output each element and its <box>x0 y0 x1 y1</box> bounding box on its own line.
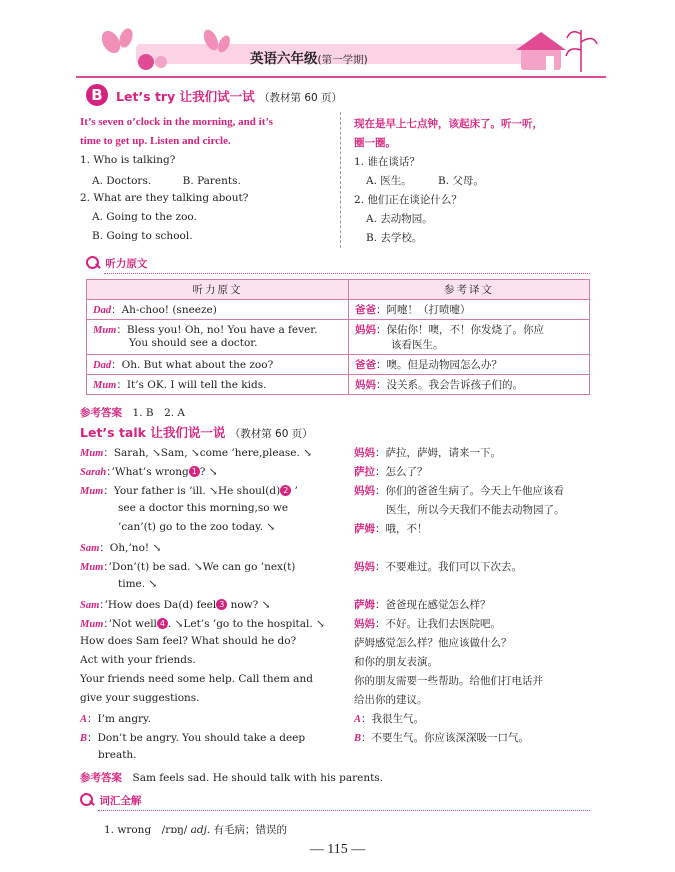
intro-text: 圈一圈。 <box>354 137 396 149</box>
dialogue-line: Sarah：’What’s wrong 1 ? ↘ <box>80 466 218 478</box>
options: A. 医生。 B. 父母。 <box>366 175 484 187</box>
dialogue-continuation: ’can’(t) go to the zoo today. ↘ <box>118 521 276 533</box>
page-number: — 115 — <box>309 842 366 857</box>
dialogue-continuation: breath. <box>98 749 137 761</box>
dialogue-line: A：I’m angry. <box>80 713 151 725</box>
dialogue-line: 妈妈：你们的爸爸生病了。今天上午他应该看 <box>354 485 564 497</box>
intro-text: It’s seven o’clock in the morning, and it’s <box>80 116 273 128</box>
intro-text: 现在是早上七点钟，该起床了。听一听， <box>354 118 543 130</box>
dialogue-line: B：Don’t be angry. You should take a deep <box>80 732 306 744</box>
dialogue-continuation: see a doctor this morning,so we <box>118 502 289 514</box>
table-header: 参考译文 <box>349 280 590 300</box>
question: How does Sam feel? What should he do? <box>80 635 297 647</box>
options: A. Doctors. B. Parents. <box>92 175 241 187</box>
section-title: Let’s try 让我们试一试 （教材第 60 页） <box>116 89 343 104</box>
instruction: give your suggestions. <box>80 692 200 704</box>
magnifier-icon <box>80 793 96 806</box>
intro-text: time to get up. Listen and circle. <box>80 135 231 147</box>
table-header: 听力原文 <box>87 280 349 300</box>
option: B. Going to school. <box>92 230 193 242</box>
answer-key: 参考答案 Sam feels sad. He should talk with his parents. <box>80 772 384 784</box>
dialogue-line: B：不要生气。你应该深深吸一口气。 <box>354 732 530 744</box>
listening-heading: 听力原文 <box>86 256 590 274</box>
answer-key: 参考答案 1. B 2. A <box>80 407 186 419</box>
question: 2. What are they talking about? <box>80 192 249 204</box>
instruction: 和你的朋友表演。 <box>354 656 438 668</box>
dialogue-line: Mum：Your father is ’ill. ↘He shoul(d) 2 ’ <box>80 485 298 497</box>
table-row: Mum：It’s OK. I will tell the kids. 妈妈：没关系。我会告诉孩子们的。 <box>87 375 590 395</box>
question: 1. 谁在谈话？ <box>354 156 420 168</box>
dialogue-line: 萨拉：怎么了？ <box>354 466 428 478</box>
section-badge: B <box>86 84 108 106</box>
table-row: Dad：Ah-choo! (sneeze) 爸爸：阿嚏！（打喷嚏） <box>87 300 590 320</box>
dialogue-line: Mum：’Not well 4 . ↘Let’s ’go to the hospital. ↘ <box>80 618 325 630</box>
dialogue-line: 妈妈：萨拉，萨姆，请来一下。 <box>354 447 501 459</box>
dialogue-line: A：我很生气。 <box>354 713 425 725</box>
magnifier-icon <box>86 256 102 269</box>
column-divider <box>340 112 341 248</box>
vocab-item: 1. wrong /rɒŋ/ adj. 有毛病；错误的 <box>104 824 288 836</box>
talk-title: Let’s talk 让我们说一说 （教材第 60 页） <box>80 425 313 440</box>
instruction: Your friends need some help. Call them and <box>80 673 313 685</box>
dialogue-line: 妈妈：不好。让我们去医院吧。 <box>354 618 501 630</box>
dialogue-line: 妈妈：不要难过。我们可以下次去。 <box>354 561 522 573</box>
table-row: Mum：Bless you! Oh, no! You have a fever. You should see a doctor. 妈妈：保佑你！噢，不！你发烧了。你应 该看医生。 <box>87 320 590 355</box>
vocab-heading: 词汇全解 <box>80 793 590 811</box>
question: 萨姆感觉怎么样？他应该做什么？ <box>354 637 512 649</box>
dialogue-continuation: 医生，所以今天我们不能去动物园了。 <box>386 504 565 516</box>
try-chinese-column <box>354 116 594 249</box>
instruction: Act with your friends. <box>80 654 196 666</box>
dialogue-line: 萨姆：哦，不！ <box>354 523 428 535</box>
question: 1. Who is talking? <box>80 154 176 166</box>
listening-table <box>86 279 590 395</box>
dialogue-continuation: time. ↘ <box>118 578 158 590</box>
question: 2. 他们正在谈论什么？ <box>354 194 462 206</box>
instruction: 给出你的建议。 <box>354 694 428 706</box>
option: A. Going to the zoo. <box>92 211 197 223</box>
dialogue-line: Mum：Sarah, ↘Sam, ↘come ’here,please. ↘ <box>80 447 312 459</box>
talk-english-column <box>80 445 342 768</box>
table-row: Dad：Oh. But what about the zoo? 爸爸：噢。但是动物园怎么办？ <box>87 355 590 375</box>
dialogue-line: Mum：’Don’(t) be sad. ↘We can go ’nex(t) <box>80 561 296 573</box>
dialogue-line: 萨姆：爸爸现在感觉怎么样？ <box>354 599 491 611</box>
option: A. 去动物园。 <box>366 213 433 225</box>
talk-chinese-column <box>354 445 599 749</box>
dialogue-line: Sam：’How does Da(d) feel 3 now? ↘ <box>80 599 271 611</box>
header-title: 英语六年级(第一学期) <box>250 51 368 67</box>
try-english-column <box>80 116 336 249</box>
header-divider <box>76 76 606 78</box>
instruction: 你的朋友需要一些帮助。给他们打电话并 <box>354 675 543 687</box>
dialogue-line: Sam：Oh,’no! ↘ <box>80 542 162 554</box>
option: B. 去学校。 <box>366 232 423 244</box>
